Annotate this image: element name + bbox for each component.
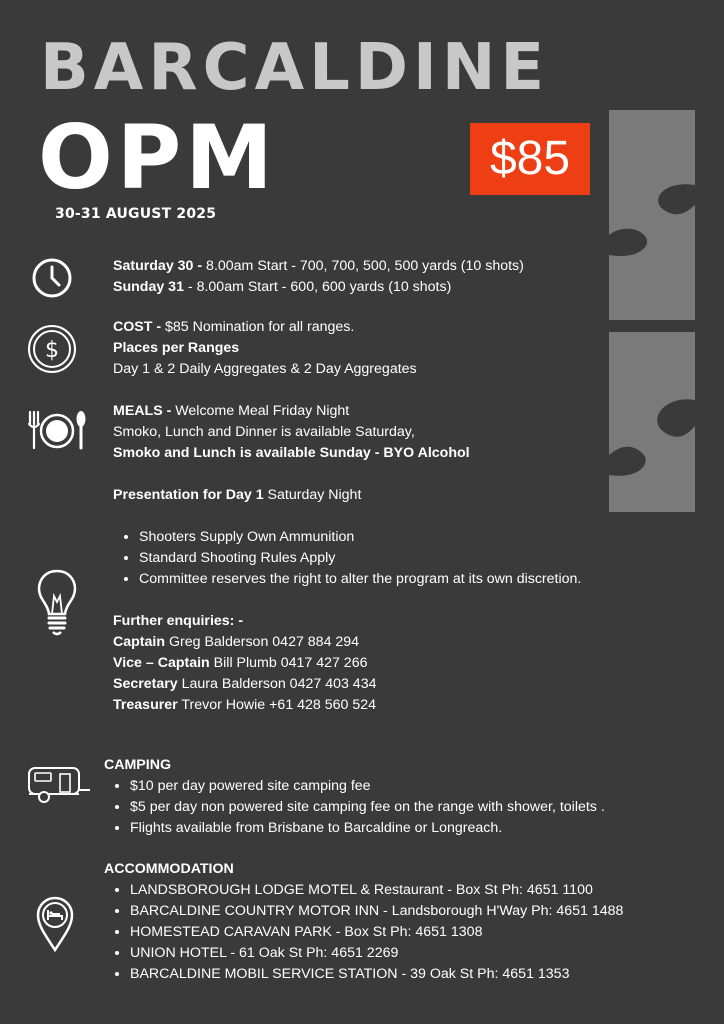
rules-list: [113, 527, 581, 590]
contact-role-treasurer: Treasurer: [113, 697, 178, 713]
list-item: • Flights available from Brisbane to Barcaldine or Longreach.: [130, 818, 605, 839]
list-item: • UNION HOTEL - 61 Oak St Ph: 4651 2269: [130, 943, 623, 964]
event-title-line1: BARCALDINE: [40, 31, 550, 105]
cost-block: [113, 317, 417, 380]
dollar-icon: [26, 323, 78, 375]
contact-role-captain: Captain: [113, 634, 166, 650]
camping-title: CAMPING: [104, 757, 171, 773]
enquiries-title: Further enquiries: -: [113, 613, 244, 629]
list-item: • $5 per day non powered site camping fee on the range with shower, toilets .: [130, 797, 605, 818]
contact-detail-secretary: Laura Balderson 0427 403 434: [177, 676, 377, 692]
sunday-label: Sunday 31: [113, 279, 184, 295]
list-item: • BARCALDINE COUNTRY MOTOR INN - Landsborough H'Way Ph: 4651 1488: [130, 901, 623, 922]
caravan-icon: [26, 764, 94, 806]
contact-detail-treasurer: Trevor Howie +61 428 560 524: [177, 697, 377, 713]
enquiries-block: [113, 611, 376, 716]
presentation-label: Presentation for Day 1: [113, 487, 264, 503]
contact-role-vice-captain: Vice – Captain: [113, 655, 210, 671]
list-item: • Standard Shooting Rules Apply: [139, 548, 581, 569]
list-item: • Committee reserves the right to alter the program at its own discretion.: [139, 569, 581, 590]
contact-detail-vice-captain: Bill Plumb 0417 427 266: [209, 655, 368, 671]
meals-text: Welcome Meal Friday Night: [171, 403, 350, 419]
accommodation-block: [104, 859, 623, 985]
event-dates: 30-31 AUGUST 2025: [55, 206, 217, 222]
camping-block: [104, 755, 605, 839]
presentation-text: Saturday Night: [263, 487, 362, 503]
clock-icon: [30, 256, 74, 300]
meals-block: [113, 401, 470, 506]
accommodation-title: ACCOMMODATION: [104, 861, 234, 877]
sunday-text: - 8.00am Start - 600, 600 yards (10 shots): [183, 279, 452, 295]
meals-sunday: Smoko and Lunch is available Sunday - BYO Alcohol: [113, 445, 470, 461]
list-item: • HOMESTEAD CARAVAN PARK - Box St Ph: 4651 1308: [130, 922, 623, 943]
list-item: • $10 per day powered site camping fee: [130, 776, 605, 797]
hotel-location-pin-icon: [36, 896, 74, 952]
cost-text: $85 Nomination for all ranges.: [161, 319, 355, 335]
decorative-wave-shapes: [609, 110, 696, 515]
event-title-line2: OPM: [38, 106, 277, 209]
aggregates-text: Day 1 & 2 Daily Aggregates & 2 Day Aggregates: [113, 361, 417, 377]
list-item: • BARCALDINE MOBIL SERVICE STATION - 39 Oak St Ph: 4651 1353: [130, 964, 623, 985]
list-item: • LANDSBOROUGH LODGE MOTEL & Restaurant - Box St Ph: 4651 1100: [130, 880, 623, 901]
meals-saturday: Smoko, Lunch and Dinner is available Saturday,: [113, 424, 415, 440]
places-per-ranges: Places per Ranges: [113, 340, 240, 356]
cutlery-plate-icon: [26, 410, 88, 450]
meals-label: MEALS -: [113, 403, 172, 419]
list-item: • Shooters Supply Own Ammunition: [139, 527, 581, 548]
contact-detail-captain: Greg Balderson 0427 884 294: [165, 634, 360, 650]
price-badge: $85: [470, 123, 590, 195]
saturday-text: 8.00am Start - 700, 700, 500, 500 yards (10 shots): [202, 258, 524, 274]
cost-label: COST -: [113, 319, 162, 335]
contact-role-secretary: Secretary: [113, 676, 178, 692]
lightbulb-icon: [36, 568, 78, 638]
saturday-label: Saturday 30 -: [113, 258, 203, 274]
schedule-block: [113, 256, 524, 298]
svg-text:$: $: [45, 338, 59, 363]
